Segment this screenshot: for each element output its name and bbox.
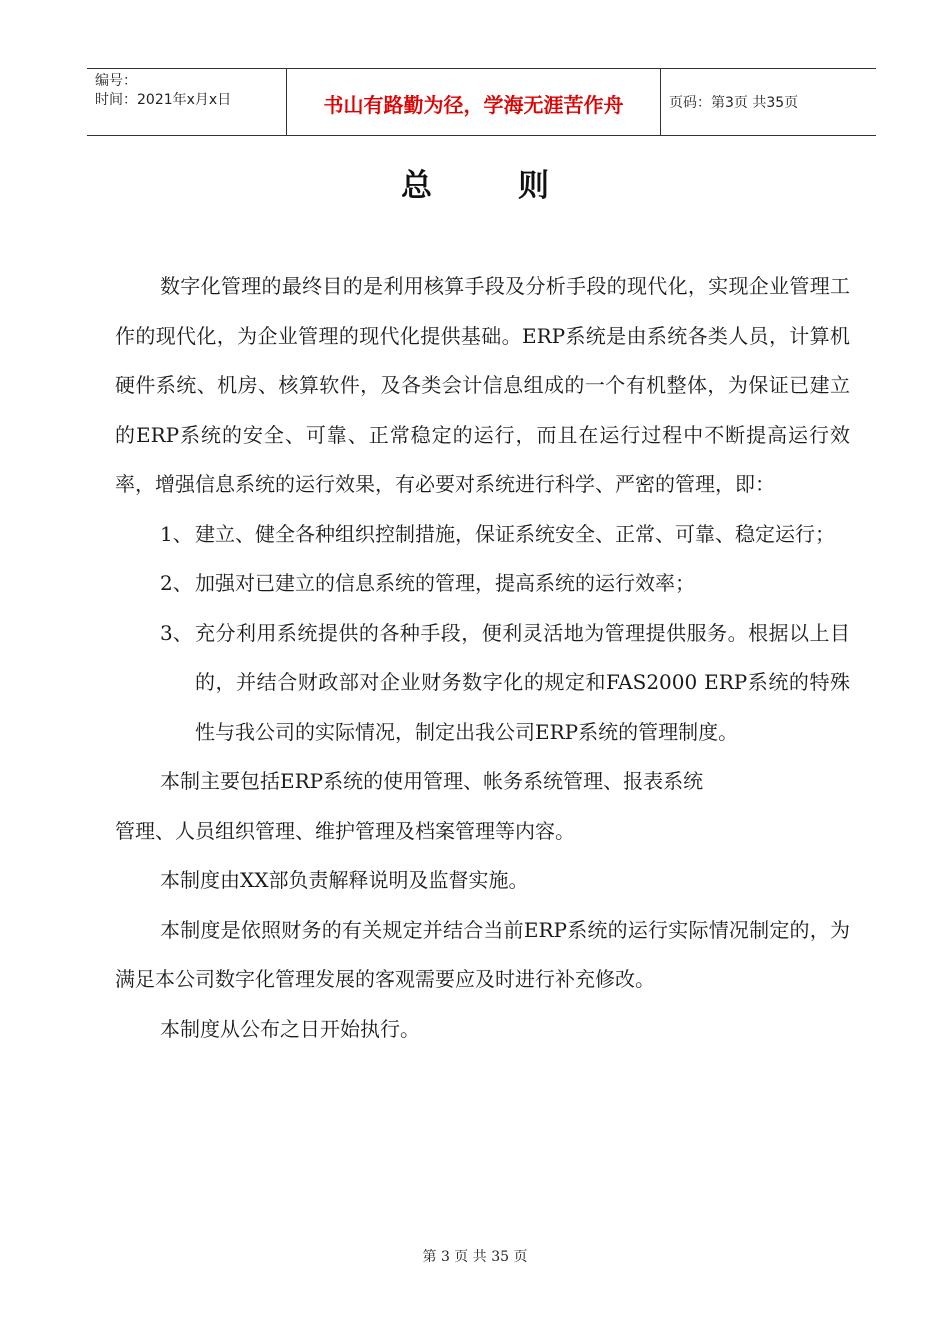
list-item-number: 1、 (160, 521, 193, 546)
page-title: 总则 (401, 168, 635, 204)
list-item (115, 559, 850, 609)
intro-paragraph: 数字化管理的最终目的是利用核算手段及分析手段的现代化，实现企业管理工作的现代化，为企业管理的现代化提供基础。ERP系统是由系统各类人员，计算机硬件系统、机房、核算软件，及各类会计信息组成的一个有机整体，为保证已建立的ERP系统的安全、可靠、正常稳定的运行，而且在运行过程中不断提高运行效率，增强信息系统的运行效果，有必要对系统进行科学、严密的管理，即： (115, 274, 850, 496)
scope-paragraph-line2: 管理、人员组织管理、维护管理及档案管理等内容。 (115, 818, 575, 843)
list-item-text: 建立、健全各种组织控制措施，保证系统安全、正常、可靠、稳定运行； (195, 521, 835, 546)
header-date-label: 时间：2021年x月x日 (95, 92, 232, 108)
basis-paragraph: 本制度是依照财务的有关规定并结合当前ERP系统的运行实际情况制定的，为满足本公司数字化管理发展的客观需要应及时进行补充修改。 (115, 917, 850, 991)
list-item-text: 加强对已建立的信息系统的管理，提高系统的运行效率； (195, 571, 695, 595)
list-item-number: 2、 (160, 571, 193, 595)
list-item (115, 510, 850, 560)
list-item (115, 609, 850, 758)
scope-paragraph-line1: 本制主要包括ERP系统的使用管理、帐务系统管理、报表系统 (160, 769, 704, 793)
header-slogan: 书山有路勤为径，学海无涯苦作舟 (287, 69, 661, 135)
document-body (115, 262, 850, 1054)
effective-paragraph: 本制度从公布之日开始执行。 (160, 1016, 420, 1041)
page-footer: 第 3 页 共 35 页 (422, 1249, 528, 1265)
document-header (87, 68, 876, 136)
header-number-label: 编号： (95, 73, 137, 89)
header-page-info: 页码：第3页 共35页 (669, 95, 799, 111)
list-item-number: 3、 (160, 620, 193, 645)
responsibility-paragraph: 本制度由XX部负责解释说明及监督实施。 (160, 868, 529, 892)
header-meta (87, 69, 287, 135)
list-item-text: 充分利用系统提供的各种手段，便利灵活地为管理提供服务。根据以上目的，并结合财政部对企业财务数字化的规定和FAS2000 ERP系统的特殊性与我公司的实际情况，制定出我公司ERP系统的管理制度。 (195, 620, 850, 744)
